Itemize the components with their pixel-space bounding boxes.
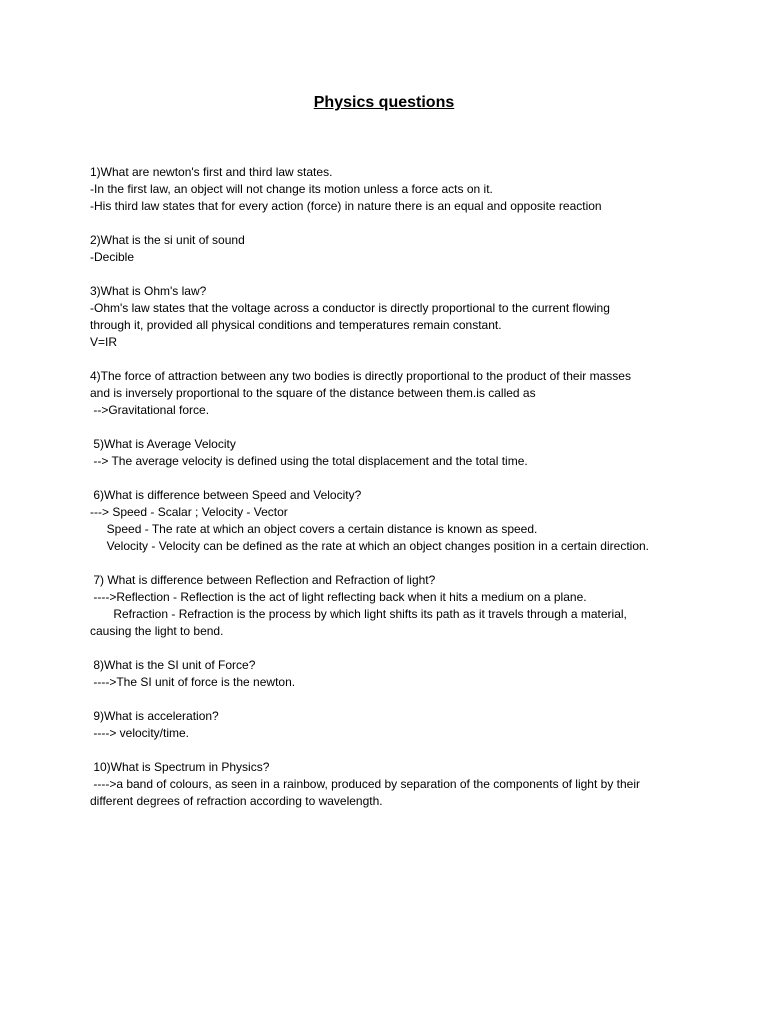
- question-block-7: [90, 572, 690, 640]
- question-block-5: [90, 436, 690, 470]
- question-block-1: [90, 164, 690, 215]
- question-text: and is inversely proportional to the square of the distance between them.is called as: [90, 386, 536, 400]
- question-text: 3)What is Ohm's law?: [90, 284, 207, 298]
- answer-text: ---> Speed - Scalar ; Velocity - Vector: [90, 505, 288, 519]
- question-text: 5)What is Average Velocity: [90, 437, 236, 451]
- question-text: 2)What is the si unit of sound: [90, 233, 245, 247]
- answer-text: Speed - The rate at which an object covers a certain distance is known as speed.: [90, 522, 538, 536]
- answer-text: -->Gravitational force.: [90, 403, 210, 417]
- question-block-4: [90, 368, 690, 419]
- answer-text: --> The average velocity is defined using the total displacement and the total time.: [90, 454, 528, 468]
- answer-text: different degrees of refraction according to wavelength.: [90, 794, 383, 808]
- question-block-2: [90, 232, 690, 266]
- question-block-8: [90, 657, 690, 691]
- answer-text: causing the light to bend.: [90, 624, 224, 638]
- answer-text: through it, provided all physical conditions and temperatures remain constant.: [90, 318, 502, 332]
- answer-text: Refraction - Refraction is the process by which light shifts its path as it travels through a material,: [90, 607, 627, 621]
- question-block-10: [90, 759, 690, 810]
- questions-list: [90, 164, 690, 827]
- question-text: 7) What is difference between Reflection and Refraction of light?: [90, 573, 436, 587]
- answer-text: -In the first law, an object will not change its motion unless a force acts on it.: [90, 182, 493, 196]
- question-text: 9)What is acceleration?: [90, 709, 219, 723]
- answer-text: -Ohm's law states that the voltage across a conductor is directly proportional to the current flowing: [90, 301, 610, 315]
- question-block-3: [90, 283, 690, 351]
- question-block-6: [90, 487, 690, 555]
- answer-text: V=IR: [90, 335, 118, 349]
- question-text: 1)What are newton's first and third law states.: [90, 165, 333, 179]
- question-text: 6)What is difference between Speed and Velocity?: [90, 488, 362, 502]
- question-text: 10)What is Spectrum in Physics?: [90, 760, 270, 774]
- page-title: Physics questions: [313, 94, 455, 111]
- question-block-9: [90, 708, 690, 742]
- question-text: 8)What is the SI unit of Force?: [90, 658, 256, 672]
- answer-text: ---->a band of colours, as seen in a rainbow, produced by separation of the components of light by their: [90, 777, 640, 791]
- answer-text: ---->The SI unit of force is the newton.: [90, 675, 296, 689]
- answer-text: ---->Reflection - Reflection is the act of light reflecting back when it hits a medium on a plane.: [90, 590, 587, 604]
- answer-text: -His third law states that for every action (force) in nature there is an equal and opposite reaction: [90, 199, 602, 213]
- answer-text: ----> velocity/time.: [90, 726, 190, 740]
- answer-text: -Decible: [90, 250, 135, 264]
- answer-text: Velocity - Velocity can be defined as the rate at which an object changes position in a certain direction.: [90, 539, 649, 553]
- question-text: 4)The force of attraction between any two bodies is directly proportional to the product of their masses: [90, 369, 631, 383]
